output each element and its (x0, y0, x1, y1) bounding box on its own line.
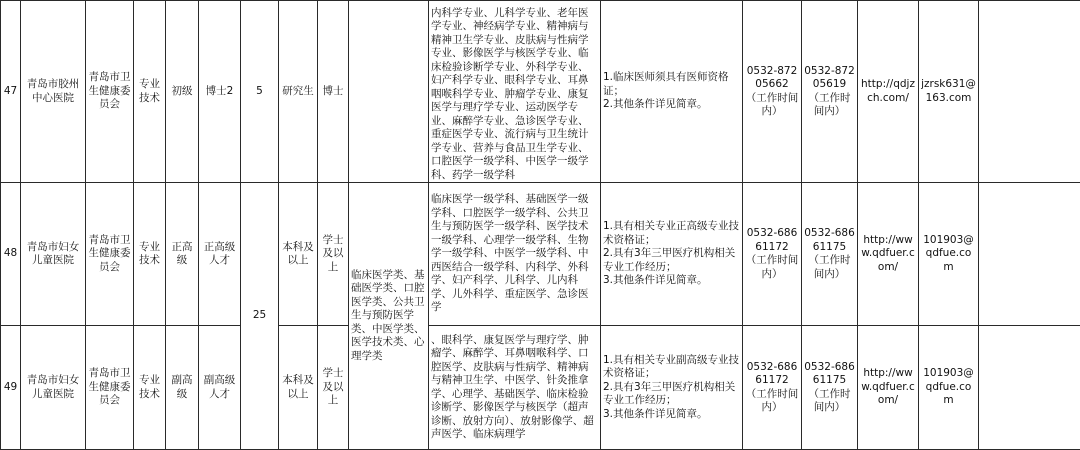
requirements-text: 1.临床医师须具有医师资格证； 2.其他条件详见简章。 (603, 71, 740, 112)
majors-text: 、眼科学、康复医学与理疗学、肿瘤学、麻醉学、耳鼻咽喉科学、口腔医学、皮肤病与性病学、精神病与精神卫生学、中医学、针灸推拿学、心理学、基础医学、临床检验诊断学、影像医学与核医学（超声诊断、放射方向）、放射影像学、超声医学、临床病理学 (431, 334, 598, 442)
post-level: 初级 (166, 1, 199, 183)
phone-consult: 0532-87205662（工作时间内） (743, 1, 802, 183)
education: 本科及以上 (279, 326, 318, 450)
authority: 青岛市卫生健康委员会 (86, 183, 134, 326)
row-number: 49 (1, 326, 21, 450)
education: 研究生 (279, 1, 318, 183)
requirements-text: 1.具有相关专业副高级专业技术资格证； 2.具有3年三甲医疗机构相关专业工作经历； 3.其他条件详见简章。 (603, 354, 740, 422)
requirements (601, 1, 743, 183)
majors (429, 183, 601, 326)
major-category-blank (349, 1, 429, 183)
post-type: 专业技术 (134, 1, 166, 183)
majors (429, 326, 601, 450)
degree: 学士及以上 (318, 183, 349, 326)
table-row-49 (1, 326, 1080, 450)
post-type: 专业技术 (134, 183, 166, 326)
website-link[interactable]: http://www.qdfuer.com/ (858, 183, 919, 326)
remarks (979, 1, 1080, 183)
hiring-count-shared: 25 (241, 183, 279, 450)
phone-supervise: 0532-68661175（工作时间内） (802, 183, 858, 326)
post-name: 副高级人才 (199, 326, 241, 450)
hiring-count: 5 (241, 1, 279, 183)
requirements (601, 183, 743, 326)
email-link[interactable]: jzrsk631@163.com (919, 1, 979, 183)
unit-name: 青岛市妇女儿童医院 (21, 183, 86, 326)
website-link[interactable]: http://qdjzch.com/ (858, 1, 919, 183)
table-row-47 (1, 1, 1080, 183)
table-row-48 (1, 183, 1080, 326)
post-name: 博士2 (199, 1, 241, 183)
majors (429, 1, 601, 183)
phone-consult: 0532-68661172（工作时间内） (743, 183, 802, 326)
email-link[interactable]: 101903@qdfue.com (919, 183, 979, 326)
post-name: 正高级人才 (199, 183, 241, 326)
authority: 青岛市卫生健康委员会 (86, 1, 134, 183)
unit-name: 青岛市妇女儿童医院 (21, 326, 86, 450)
row-number: 48 (1, 183, 21, 326)
majors-text: 临床医学一级学科、基础医学一级学科、口腔医学一级学科、公共卫生与预防医学一级学科、医学技术一级学科、心理学一级学科、生物学一级学科、中医学一级学科、中西医结合一级学科、内科学、外科学、妇产科学、儿科学、儿内科学、儿外科学、重症医学、急诊医学 (431, 193, 598, 315)
requirements-text: 1.具有相关专业正高级专业技术资格证； 2.具有3年三甲医疗机构相关专业工作经历； 3.其他条件详见简章。 (603, 220, 740, 288)
email-link[interactable]: 101903@qdfue.com (919, 326, 979, 450)
phone-supervise: 0532-68661175（工作时间内） (802, 326, 858, 450)
phone-supervise: 0532-87205619（工作时间内） (802, 1, 858, 183)
unit-name: 青岛市胶州中心医院 (21, 1, 86, 183)
remarks (979, 183, 1080, 326)
requirements (601, 326, 743, 450)
authority: 青岛市卫生健康委员会 (86, 326, 134, 450)
degree: 学士及以上 (318, 326, 349, 450)
website-link[interactable]: http://www.qdfuer.com/ (858, 326, 919, 450)
degree: 博士 (318, 1, 349, 183)
post-level: 正高级 (166, 183, 199, 326)
phone-consult: 0532-68661172（工作时间内） (743, 326, 802, 450)
major-category-text: 临床医学类、基础医学类、口腔医学类、公共卫生与预防医学类、中医学类、医学技术类、心理学类 (351, 269, 426, 364)
education: 本科及以上 (279, 183, 318, 326)
post-level: 副高级 (166, 326, 199, 450)
remarks (979, 326, 1080, 450)
major-category-shared (349, 183, 429, 450)
majors-text: 内科学专业、儿科学专业、老年医学专业、神经病学专业、精神病与精神卫生学专业、皮肤病与性病学专业、影像医学与核医学专业、临床检验诊断学专业、外科学专业、妇产科学专业、眼科学专业、耳鼻咽喉科学专业、肿瘤学专业、康复医学与理疗学专业、运动医学专业、麻醉学专业、急诊医学专业、重症医学专业、流行病与卫生统计学专业、营养与食品卫生学专业、口腔医学一级学科、中医学一级学科、药学一级学科 (431, 7, 598, 183)
row-number: 47 (1, 1, 21, 183)
post-type: 专业技术 (134, 326, 166, 450)
